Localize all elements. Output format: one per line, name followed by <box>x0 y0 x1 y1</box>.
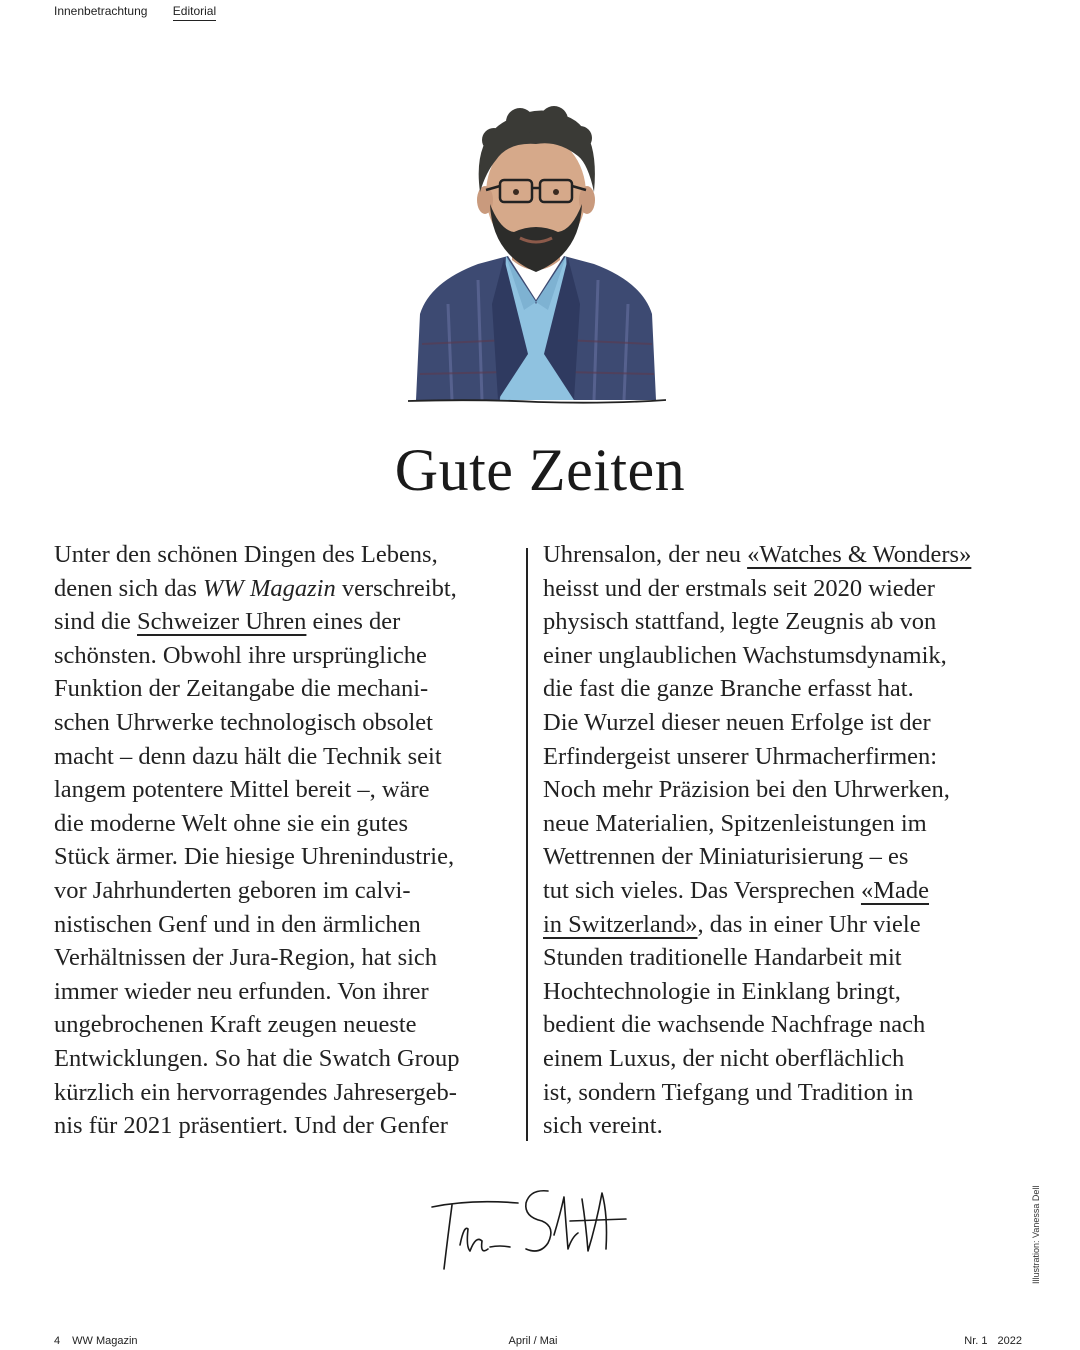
illustration-credit: Illustration: Vanessa Dell <box>1031 1185 1041 1284</box>
text-line: langem potentere Mittel bereit –, wäre <box>54 776 430 804</box>
issue-number: Nr. 1 <box>964 1335 988 1347</box>
text-line: schen Uhrwerke technologisch obsolet <box>54 708 433 736</box>
text-line: die fast die ganze Branche erfasst hat. <box>543 675 914 703</box>
text-line: immer wieder neu erfunden. Von ihrer <box>54 977 429 1005</box>
handwritten-signature <box>430 1185 630 1275</box>
text-line: schönsten. Obwohl ihre ursprüngliche <box>54 641 427 669</box>
text-line: kürzlich ein hervorragendes Jahresergeb- <box>54 1078 457 1106</box>
footer-issue-date: April / Mai <box>508 1335 558 1347</box>
text-line: nis für 2021 präsentiert. Und der Genfer <box>54 1112 448 1140</box>
underlined-phrase: «Made <box>860 876 930 904</box>
text-line: Hochtechnologie in Einklang bringt, <box>543 977 901 1005</box>
text-line: in Switzerland», das in einer Uhr viele <box>543 910 921 938</box>
text-line: heisst und der erstmals seit 2020 wieder <box>543 574 935 602</box>
text-line: einem Luxus, der nicht oberflächlich <box>543 1044 905 1072</box>
footer-right <box>964 1335 1022 1347</box>
text-line: neue Materialien, Spitzenleistungen im <box>543 809 927 837</box>
text-line: vor Jahrhunderten geboren im calvi- <box>54 876 411 904</box>
text-line: tut sich vieles. Das Versprechen «Made <box>543 876 930 904</box>
text-line: die moderne Welt ohne sie ein gutes <box>54 809 409 837</box>
section-label: Innenbetrachtung <box>54 4 148 18</box>
text-line: sind die Schweizer Uhren eines der <box>54 608 401 636</box>
text-line: einer unglaublichen Wachstumsdynamik, <box>543 641 947 669</box>
underlined-phrase: «Watches & Wonders» <box>747 541 972 568</box>
section-header <box>54 4 238 21</box>
text-line: Uhrensalon, der neu «Watches & Wonders» <box>543 541 972 568</box>
magazine-name: WW Magazin <box>203 574 336 602</box>
text-line: bedient die wachsende Nachfrage nach <box>543 1011 926 1039</box>
text-line: Noch mehr Präzision bei den Uhrwerken, <box>543 776 950 804</box>
text-line: Erfindergeist unserer Uhrmacherfirmen: <box>543 742 938 770</box>
text-line: macht – denn dazu hält die Technik seit <box>54 742 442 770</box>
text-line: sich vereint. <box>543 1112 663 1140</box>
publication-name: WW Magazin <box>72 1335 138 1347</box>
text-line: ungebrochenen Kraft zeugen neueste <box>54 1011 417 1039</box>
text-line: nistischen Genf und in den ärmlichen <box>54 910 421 938</box>
text-line: Wettrennen der Miniaturisierung – es <box>543 843 909 871</box>
text-line: Stück ärmer. Die hiesige Uhrenindustrie, <box>54 843 455 871</box>
column-divider <box>526 548 528 1141</box>
section-editorial-label: Editorial <box>173 4 216 21</box>
underlined-phrase: in Switzerland» <box>543 910 698 938</box>
text-line: Funktion der Zeitangabe die mechani- <box>54 675 429 703</box>
text-line: denen sich das WW Magazin verschreibt, <box>54 574 457 602</box>
article-column-left <box>54 538 524 1143</box>
issue-year: 2022 <box>997 1335 1022 1347</box>
text-line: Die Wurzel dieser neuen Erfolge ist der <box>543 708 931 736</box>
text-line: Unter den schönen Dingen des Lebens, <box>54 541 438 568</box>
text-line: physisch stattfand, legte Zeugnis ab von <box>543 608 937 636</box>
text-line: Verhältnissen der Jura-Region, hat sich <box>54 944 438 972</box>
text-line: ist, sondern Tiefgang und Tradition in <box>543 1078 914 1106</box>
text-line: Stunden traditionelle Handarbeit mit <box>543 944 902 972</box>
article-title: Gute Zeiten <box>394 437 686 503</box>
page-number: 4 <box>54 1335 61 1347</box>
article-column-right <box>543 538 1021 1143</box>
text-line: Entwicklungen. So hat die Swatch Group <box>54 1044 460 1072</box>
underlined-phrase: Schweizer Uhren <box>137 608 307 636</box>
author-portrait-illustration <box>408 104 666 406</box>
